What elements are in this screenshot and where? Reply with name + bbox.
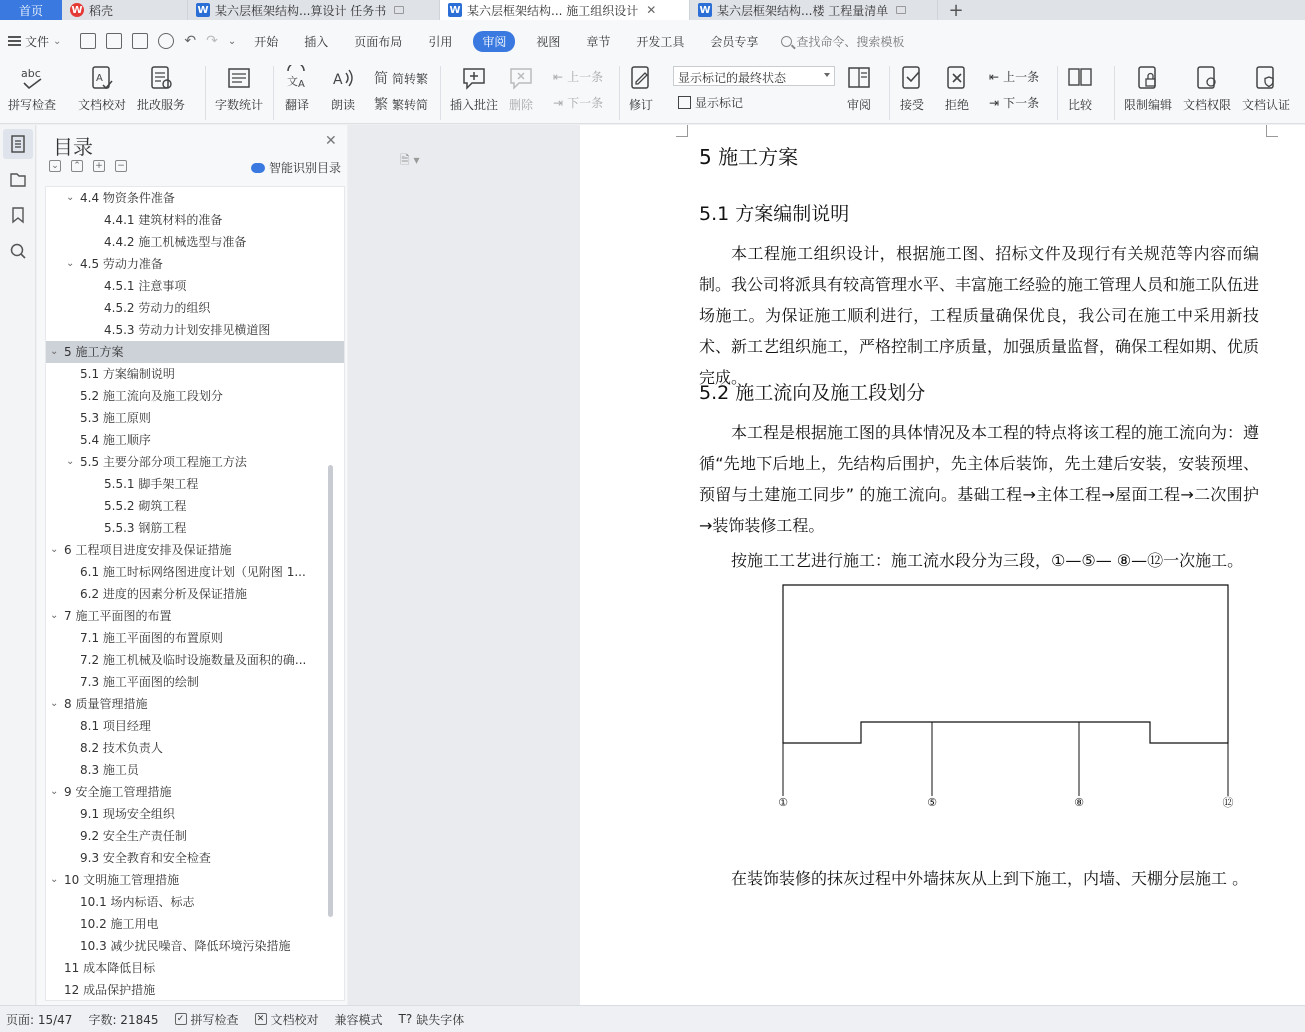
spell-check-button[interactable] bbox=[8, 64, 56, 113]
toc-item-label: 4.4 物资条件准备 bbox=[80, 191, 175, 205]
trad-label: 简转繁 bbox=[392, 71, 429, 86]
axis-label: ⑧ bbox=[1074, 796, 1084, 809]
translate-label: 翻译 bbox=[284, 98, 309, 112]
word-count-button[interactable] bbox=[215, 64, 263, 113]
margin-corner bbox=[1266, 125, 1278, 137]
toc-item[interactable] bbox=[46, 649, 344, 671]
search-icon bbox=[9, 242, 27, 260]
toc-item-label: 11 成本降低目标 bbox=[64, 961, 156, 975]
chevron-down-icon[interactable]: ⌄ bbox=[50, 544, 59, 555]
word-doc-icon: W bbox=[197, 4, 209, 16]
toc-item[interactable] bbox=[46, 737, 344, 759]
review-pane-button[interactable] bbox=[846, 64, 872, 113]
print-icon[interactable] bbox=[132, 33, 148, 49]
toc-item-label: 4.5.2 劳动力的组织 bbox=[104, 301, 211, 315]
toc-item[interactable] bbox=[46, 803, 344, 825]
correct-service-button[interactable] bbox=[137, 64, 185, 113]
toc-panel bbox=[37, 125, 347, 1005]
menu-chapter[interactable]: 章节 bbox=[586, 34, 611, 49]
toc-item[interactable] bbox=[46, 231, 344, 253]
lock-doc-icon bbox=[1135, 64, 1161, 92]
menu-bar bbox=[0, 20, 1305, 62]
read-aloud-label: 朗读 bbox=[330, 98, 355, 112]
translate-button[interactable] bbox=[284, 64, 310, 113]
status-bar bbox=[0, 1005, 1305, 1032]
toc-item-label: 5.5.1 脚手架工程 bbox=[104, 477, 199, 491]
smart-toc-label: 智能识别目录 bbox=[269, 161, 342, 175]
correct-service-icon bbox=[148, 64, 174, 92]
restrict-edit-button[interactable] bbox=[1124, 64, 1172, 113]
toc-item-label: 10.3 减少扰民噪音、降低环境污染措施 bbox=[80, 939, 291, 953]
menu-reference[interactable]: 引用 bbox=[428, 34, 453, 49]
insert-comment-button[interactable] bbox=[450, 64, 498, 113]
svg-text:A: A bbox=[96, 73, 103, 84]
toc-icon bbox=[3, 129, 33, 159]
find-rail-button[interactable] bbox=[9, 242, 27, 260]
prev-change-label: 上一条 bbox=[1003, 70, 1040, 84]
svg-text:abc: abc bbox=[21, 67, 41, 80]
toc-item[interactable] bbox=[46, 693, 344, 715]
reject-label: 拒绝 bbox=[944, 98, 969, 112]
toc-item-label: 5.5.2 砌筑工程 bbox=[104, 499, 187, 513]
toc-item[interactable] bbox=[46, 517, 344, 539]
translate-icon bbox=[284, 64, 310, 92]
hamburger-icon bbox=[8, 36, 21, 46]
bookmark-icon bbox=[9, 206, 27, 224]
toc-item[interactable] bbox=[46, 473, 344, 495]
compare-icon bbox=[1067, 64, 1093, 92]
accept-icon bbox=[899, 64, 925, 92]
toc-item[interactable] bbox=[46, 825, 344, 847]
toc-item-label: 7.3 施工平面图的绘制 bbox=[80, 675, 199, 689]
toc-item[interactable] bbox=[46, 319, 344, 341]
toc-item-label: 5 施工方案 bbox=[64, 345, 124, 359]
toc-item-label: 4.4.1 建筑材料的准备 bbox=[104, 213, 223, 227]
ribbon-divider bbox=[1057, 66, 1058, 120]
chevron-down-icon[interactable]: ⌄ bbox=[50, 610, 59, 621]
menu-view[interactable]: 视图 bbox=[536, 34, 561, 49]
compare-label: 比较 bbox=[1067, 98, 1092, 112]
toc-rail-button[interactable] bbox=[3, 129, 33, 159]
bookmark-rail-button[interactable] bbox=[9, 206, 27, 224]
document-page[interactable] bbox=[580, 125, 1305, 1005]
compat-mode: 兼容模式 bbox=[334, 1012, 383, 1027]
reject-icon bbox=[944, 64, 970, 92]
prev-comment-label: 上一条 bbox=[567, 70, 604, 84]
missing-font-label: 缺失字体 bbox=[416, 1012, 465, 1027]
toc-item-label: 10.2 施工用电 bbox=[80, 917, 159, 931]
close-icon[interactable]: ✕ bbox=[646, 3, 657, 17]
chevron-down-icon[interactable]: ⌄ bbox=[66, 192, 75, 203]
toc-item-label: 5.1 方案编制说明 bbox=[80, 367, 175, 381]
toc-item-label: 9 安全施工管理措施 bbox=[64, 785, 172, 799]
proof-box-icon: ✕ bbox=[255, 1013, 267, 1025]
toc-item[interactable] bbox=[46, 847, 344, 869]
svg-text:A: A bbox=[333, 72, 343, 88]
toc-item[interactable] bbox=[46, 583, 344, 605]
toc-toolbar bbox=[49, 160, 127, 172]
menu-member[interactable]: 会员专享 bbox=[710, 34, 759, 49]
window-mini-icon[interactable] bbox=[394, 6, 404, 14]
word-doc-icon: W bbox=[449, 4, 461, 16]
heading-5: 5 施工方案 bbox=[699, 145, 799, 169]
tab-docer[interactable] bbox=[62, 0, 188, 20]
tab-doc-construction[interactable] bbox=[440, 0, 690, 20]
toc-item-label: 9.2 安全生产责任制 bbox=[80, 829, 187, 843]
page-indicator[interactable]: 页面: 15/47 bbox=[6, 1012, 73, 1027]
prev-change-button[interactable] bbox=[989, 68, 1039, 85]
track-changes-icon bbox=[628, 64, 654, 92]
toc-item-label: 4.5 劳动力准备 bbox=[80, 257, 163, 271]
axis-label: ⑤ bbox=[927, 796, 937, 809]
paragraph-plaster: 在装饰装修的抹灰过程中外墙抹灰从上到下施工，内墙、天棚分层施工 。 bbox=[731, 869, 1249, 888]
toc-item[interactable] bbox=[46, 869, 344, 891]
toc-item[interactable] bbox=[46, 781, 344, 803]
toc-item[interactable] bbox=[46, 385, 344, 407]
chevron-down-icon[interactable]: ⌄ bbox=[66, 456, 75, 467]
toc-item[interactable] bbox=[46, 913, 344, 935]
toc-item-label: 8.1 项目经理 bbox=[80, 719, 151, 733]
status-spell-check[interactable] bbox=[175, 1011, 239, 1028]
toc-item-label: 5.3 施工原则 bbox=[80, 411, 151, 425]
trad-to-simp-button[interactable] bbox=[374, 68, 428, 88]
chevron-down-icon: ⌄ bbox=[53, 35, 62, 47]
compare-button[interactable] bbox=[1067, 64, 1093, 113]
toc-item-label: 8 质量管理措施 bbox=[64, 697, 148, 711]
command-search-label: 查找命令、搜索模板 bbox=[796, 34, 905, 49]
toc-item[interactable] bbox=[46, 187, 344, 209]
margin-corner bbox=[676, 125, 688, 137]
doc-proof-icon bbox=[89, 64, 115, 92]
file-menu-label: 文件 bbox=[25, 34, 50, 49]
review-ribbon bbox=[0, 62, 1305, 124]
chevron-down-icon[interactable]: ⌄ bbox=[50, 874, 59, 885]
word-doc-icon: W bbox=[699, 4, 711, 16]
svg-text:文: 文 bbox=[287, 75, 298, 88]
axis-label: ⑫ bbox=[1222, 796, 1234, 809]
print-preview-icon[interactable] bbox=[158, 33, 174, 49]
check-box-icon: ✓ bbox=[175, 1013, 187, 1025]
next-change-button[interactable] bbox=[989, 94, 1039, 111]
collapse-all-icon[interactable]: ⌄ bbox=[49, 160, 61, 172]
insert-comment-label: 插入批注 bbox=[450, 98, 499, 112]
toc-item-label: 4.4.2 施工机械选型与准备 bbox=[104, 235, 247, 249]
building-outline bbox=[783, 585, 1228, 743]
paragraph-5-2: 本工程是根据施工图的具体情况及本工程的特点将该工程的施工流向为：遵循“先地下后地上，先结构后围护，先主体后装饰，先土建后安装，安装预埋、预留与土建施工同步” 的施工流向。基础工程→主体工程→屋面工程→二次围护→装饰装修工程。 bbox=[699, 423, 1260, 535]
menu-insert[interactable]: 插入 bbox=[304, 34, 329, 49]
toc-scrollbar[interactable] bbox=[328, 465, 333, 917]
toc-item-label: 10 文明施工管理措施 bbox=[64, 873, 180, 887]
accept-button[interactable] bbox=[899, 64, 925, 113]
file-menu[interactable] bbox=[8, 33, 61, 50]
delete-comment-icon bbox=[508, 64, 534, 92]
next-comment-icon: ⇥ bbox=[553, 95, 564, 110]
toc-item[interactable] bbox=[46, 891, 344, 913]
show-marks-label: 显示标记 bbox=[695, 96, 744, 110]
revise-button[interactable] bbox=[628, 64, 654, 113]
toc-item[interactable] bbox=[46, 253, 344, 275]
ribbon-divider bbox=[619, 66, 620, 120]
ribbon-divider bbox=[273, 66, 274, 120]
search-icon bbox=[781, 36, 792, 47]
toc-item-label: 5.2 施工流向及施工段划分 bbox=[80, 389, 223, 403]
undo-icon[interactable]: ↶ bbox=[184, 33, 197, 49]
toc-item[interactable] bbox=[46, 539, 344, 561]
toc-item[interactable] bbox=[46, 605, 344, 627]
expand-all-icon[interactable]: ⌃ bbox=[71, 160, 83, 172]
doc-tool-icon[interactable]: 🗎 ▾ bbox=[400, 153, 420, 167]
redo-icon[interactable]: ↷ bbox=[206, 33, 218, 49]
chapter-icon bbox=[9, 170, 27, 188]
toc-item[interactable] bbox=[46, 957, 344, 979]
spell-check-icon bbox=[19, 64, 45, 92]
missing-font[interactable] bbox=[399, 1011, 465, 1028]
toc-item-label: 12 成品保护措施 bbox=[64, 983, 156, 997]
menu-developer[interactable]: 开发工具 bbox=[636, 34, 685, 49]
revise-label: 修订 bbox=[628, 98, 653, 112]
menu-start[interactable]: 开始 bbox=[254, 34, 279, 49]
chevron-down-icon bbox=[824, 73, 830, 77]
read-aloud-icon bbox=[330, 64, 356, 92]
chapter-rail-button[interactable] bbox=[9, 170, 27, 188]
delete-comment-label: 删除 bbox=[508, 98, 533, 112]
toc-item[interactable] bbox=[46, 275, 344, 297]
toc-item[interactable] bbox=[46, 561, 344, 583]
doc-rights-label: 文档权限 bbox=[1183, 98, 1232, 112]
toc-item[interactable] bbox=[46, 363, 344, 385]
ribbon-divider bbox=[205, 66, 206, 120]
tab-bar bbox=[0, 0, 1305, 20]
smart-cloud-icon bbox=[251, 163, 265, 173]
word-count-indicator[interactable]: 字数: 21845 bbox=[88, 1012, 159, 1027]
toc-item-label: 7.1 施工平面图的布置原则 bbox=[80, 631, 223, 645]
section-diagram bbox=[775, 580, 1245, 820]
smart-toc-button[interactable] bbox=[251, 159, 341, 176]
close-icon[interactable]: ✕ bbox=[325, 133, 337, 149]
side-rail bbox=[0, 125, 36, 1005]
simp-label: 繁转简 bbox=[392, 97, 429, 112]
certify-shield-icon bbox=[1253, 64, 1279, 92]
toc-item-label: 6 工程项目进度安排及保证措施 bbox=[64, 543, 232, 557]
markup-state-select[interactable] bbox=[673, 66, 835, 86]
ribbon-divider bbox=[889, 66, 890, 120]
toc-item[interactable] bbox=[46, 979, 344, 1001]
prev-change-icon: ⇤ bbox=[989, 69, 1000, 84]
toc-item[interactable] bbox=[46, 671, 344, 693]
show-marks-button[interactable] bbox=[678, 94, 743, 111]
heading-5-2: 5.2 施工流向及施工段划分 bbox=[699, 382, 926, 404]
markup-state-value: 显示标记的最终状态 bbox=[678, 71, 787, 85]
delete-comment-button[interactable] bbox=[508, 64, 534, 113]
next-change-icon: ⇥ bbox=[989, 95, 1000, 110]
toc-item-label: 5.5.3 钢筋工程 bbox=[104, 521, 187, 535]
toc-item[interactable] bbox=[46, 297, 344, 319]
paragraph-5-1: 本工程施工组织设计，根据施工图、招标文件及现行有关规范等内容而编制。我公司将派具有较高管理水平、丰富施工经验的施工管理人员和施工队伍进场施工。为保证施工顺利进行，工程质量确保优良，我公司在施工中采用新技术、新工艺组织施工，严格控制工序质量，加强质量监督，确保工程如期、优质完成。 bbox=[699, 244, 1260, 387]
new-tab-button[interactable]: + bbox=[948, 0, 964, 21]
chevron-down-icon[interactable]: ⌄ bbox=[66, 258, 75, 269]
paragraph-segments: 按施工工艺进行施工：施工流水段分为三段，①—⑤— ⑧—⑫一次施工。 bbox=[731, 551, 1244, 570]
doc-proof-label: 文档校对 bbox=[78, 98, 127, 112]
toc-item-label: 9.1 现场安全组织 bbox=[80, 807, 175, 821]
ribbon-divider bbox=[440, 66, 441, 120]
status-doc-proof[interactable] bbox=[255, 1011, 319, 1028]
toc-item[interactable] bbox=[46, 627, 344, 649]
toc-item[interactable] bbox=[46, 429, 344, 451]
prev-comment-icon: ⇤ bbox=[553, 69, 564, 84]
toc-item-label: 6.1 施工时标网络图进度计划（见附图 1... bbox=[80, 565, 306, 579]
toc-item-label: 10.1 场内标语、标志 bbox=[80, 895, 195, 909]
toc-item-label: 8.2 技术负责人 bbox=[80, 741, 163, 755]
font-warning-icon: T? bbox=[398, 1012, 413, 1026]
show-marks-icon bbox=[678, 96, 691, 109]
chevron-down-icon[interactable]: ⌄ bbox=[50, 698, 59, 709]
doc-rights-button[interactable] bbox=[1183, 64, 1231, 113]
chevron-down-icon[interactable]: ⌄ bbox=[50, 786, 59, 797]
add-heading-icon[interactable]: + bbox=[93, 160, 105, 172]
next-comment-button[interactable] bbox=[553, 94, 603, 111]
doc-certify-label: 文档认证 bbox=[1242, 98, 1291, 112]
chevron-down-icon[interactable]: ⌄ bbox=[50, 346, 59, 357]
toc-item[interactable] bbox=[46, 209, 344, 231]
toc-item[interactable] bbox=[46, 451, 344, 473]
tab-label: 稻壳 bbox=[89, 3, 114, 18]
trad-char-icon: 简 bbox=[374, 71, 388, 87]
next-change-label: 下一条 bbox=[1003, 96, 1040, 110]
menu-page-layout[interactable]: 页面布局 bbox=[354, 34, 403, 49]
toc-item-label: 4.5.1 注意事项 bbox=[104, 279, 187, 293]
svg-text:A: A bbox=[298, 79, 305, 90]
reject-button[interactable] bbox=[944, 64, 970, 113]
quick-access-dropdown-icon[interactable]: ⌄ bbox=[227, 35, 237, 47]
wps-logo-icon: W bbox=[71, 4, 83, 16]
spell-check-label: 拼写检查 bbox=[8, 98, 57, 112]
doc-certify-button[interactable] bbox=[1242, 64, 1290, 113]
tab-label: 某六层框架结构...楼 工程量清单 bbox=[717, 3, 889, 18]
document-area bbox=[348, 125, 1305, 1005]
toc-item-label: 5.5 主要分部分项工程施工方法 bbox=[80, 455, 247, 469]
tab-doc-bill[interactable] bbox=[690, 0, 938, 20]
toc-item[interactable] bbox=[46, 407, 344, 429]
tab-label: 某六层框架结构... 施工组织设计 bbox=[467, 3, 639, 18]
toc-item[interactable] bbox=[46, 341, 344, 363]
export-pdf-icon[interactable] bbox=[106, 33, 122, 49]
toc-item-label: 9.3 安全教育和安全检查 bbox=[80, 851, 211, 865]
toc-item-label: 7 施工平面图的布置 bbox=[64, 609, 172, 623]
doc-rights-icon bbox=[1194, 64, 1220, 92]
toc-item[interactable] bbox=[46, 715, 344, 737]
toc-item-label: 6.2 进度的因素分析及保证措施 bbox=[80, 587, 247, 601]
next-comment-label: 下一条 bbox=[567, 96, 604, 110]
save-icon[interactable] bbox=[80, 33, 96, 49]
restrict-edit-label: 限制编辑 bbox=[1124, 98, 1173, 112]
tab-label: 某六层框架结构...算设计 任务书 bbox=[215, 3, 387, 18]
command-search[interactable] bbox=[781, 33, 904, 50]
doc-proof-button[interactable] bbox=[78, 64, 126, 113]
word-count-label: 字数统计 bbox=[215, 98, 264, 112]
simp-to-trad-button[interactable] bbox=[374, 94, 428, 114]
toc-item-label: 4.5.3 劳动力计划安排见横道图 bbox=[104, 323, 271, 337]
status-spell-label: 拼写检查 bbox=[190, 1012, 239, 1027]
tab-home[interactable]: 首页 bbox=[0, 0, 62, 20]
toc-item[interactable] bbox=[46, 759, 344, 781]
toc-item-label: 5.4 施工顺序 bbox=[80, 433, 151, 447]
review-pane-icon bbox=[846, 64, 872, 92]
toc-item[interactable] bbox=[46, 935, 344, 957]
toc-item[interactable] bbox=[46, 495, 344, 517]
toc-item-label: 8.3 施工员 bbox=[80, 763, 139, 777]
tab-doc-task[interactable] bbox=[188, 0, 440, 20]
simp-char-icon: 繁 bbox=[374, 97, 388, 113]
word-count-icon bbox=[226, 64, 252, 92]
heading-5-1: 5.1 方案编制说明 bbox=[699, 203, 850, 225]
accept-label: 接受 bbox=[899, 98, 924, 112]
remove-heading-icon[interactable]: − bbox=[115, 160, 127, 172]
insert-comment-icon bbox=[461, 64, 487, 92]
review-pane-label: 审阅 bbox=[846, 98, 871, 112]
read-aloud-button[interactable] bbox=[330, 64, 356, 113]
menu-review[interactable]: 审阅 bbox=[473, 31, 515, 52]
status-proof-label: 文档校对 bbox=[270, 1012, 319, 1027]
ribbon-divider bbox=[1114, 66, 1115, 120]
window-mini-icon[interactable] bbox=[896, 6, 906, 14]
axis-label: ① bbox=[778, 796, 788, 809]
toc-title: 目录 bbox=[53, 135, 93, 159]
toc-item-label: 7.2 施工机械及临时设施数量及面积的确... bbox=[80, 653, 307, 667]
correct-service-label: 批改服务 bbox=[137, 98, 186, 112]
prev-comment-button[interactable] bbox=[553, 68, 603, 85]
toc-list bbox=[45, 186, 345, 1001]
